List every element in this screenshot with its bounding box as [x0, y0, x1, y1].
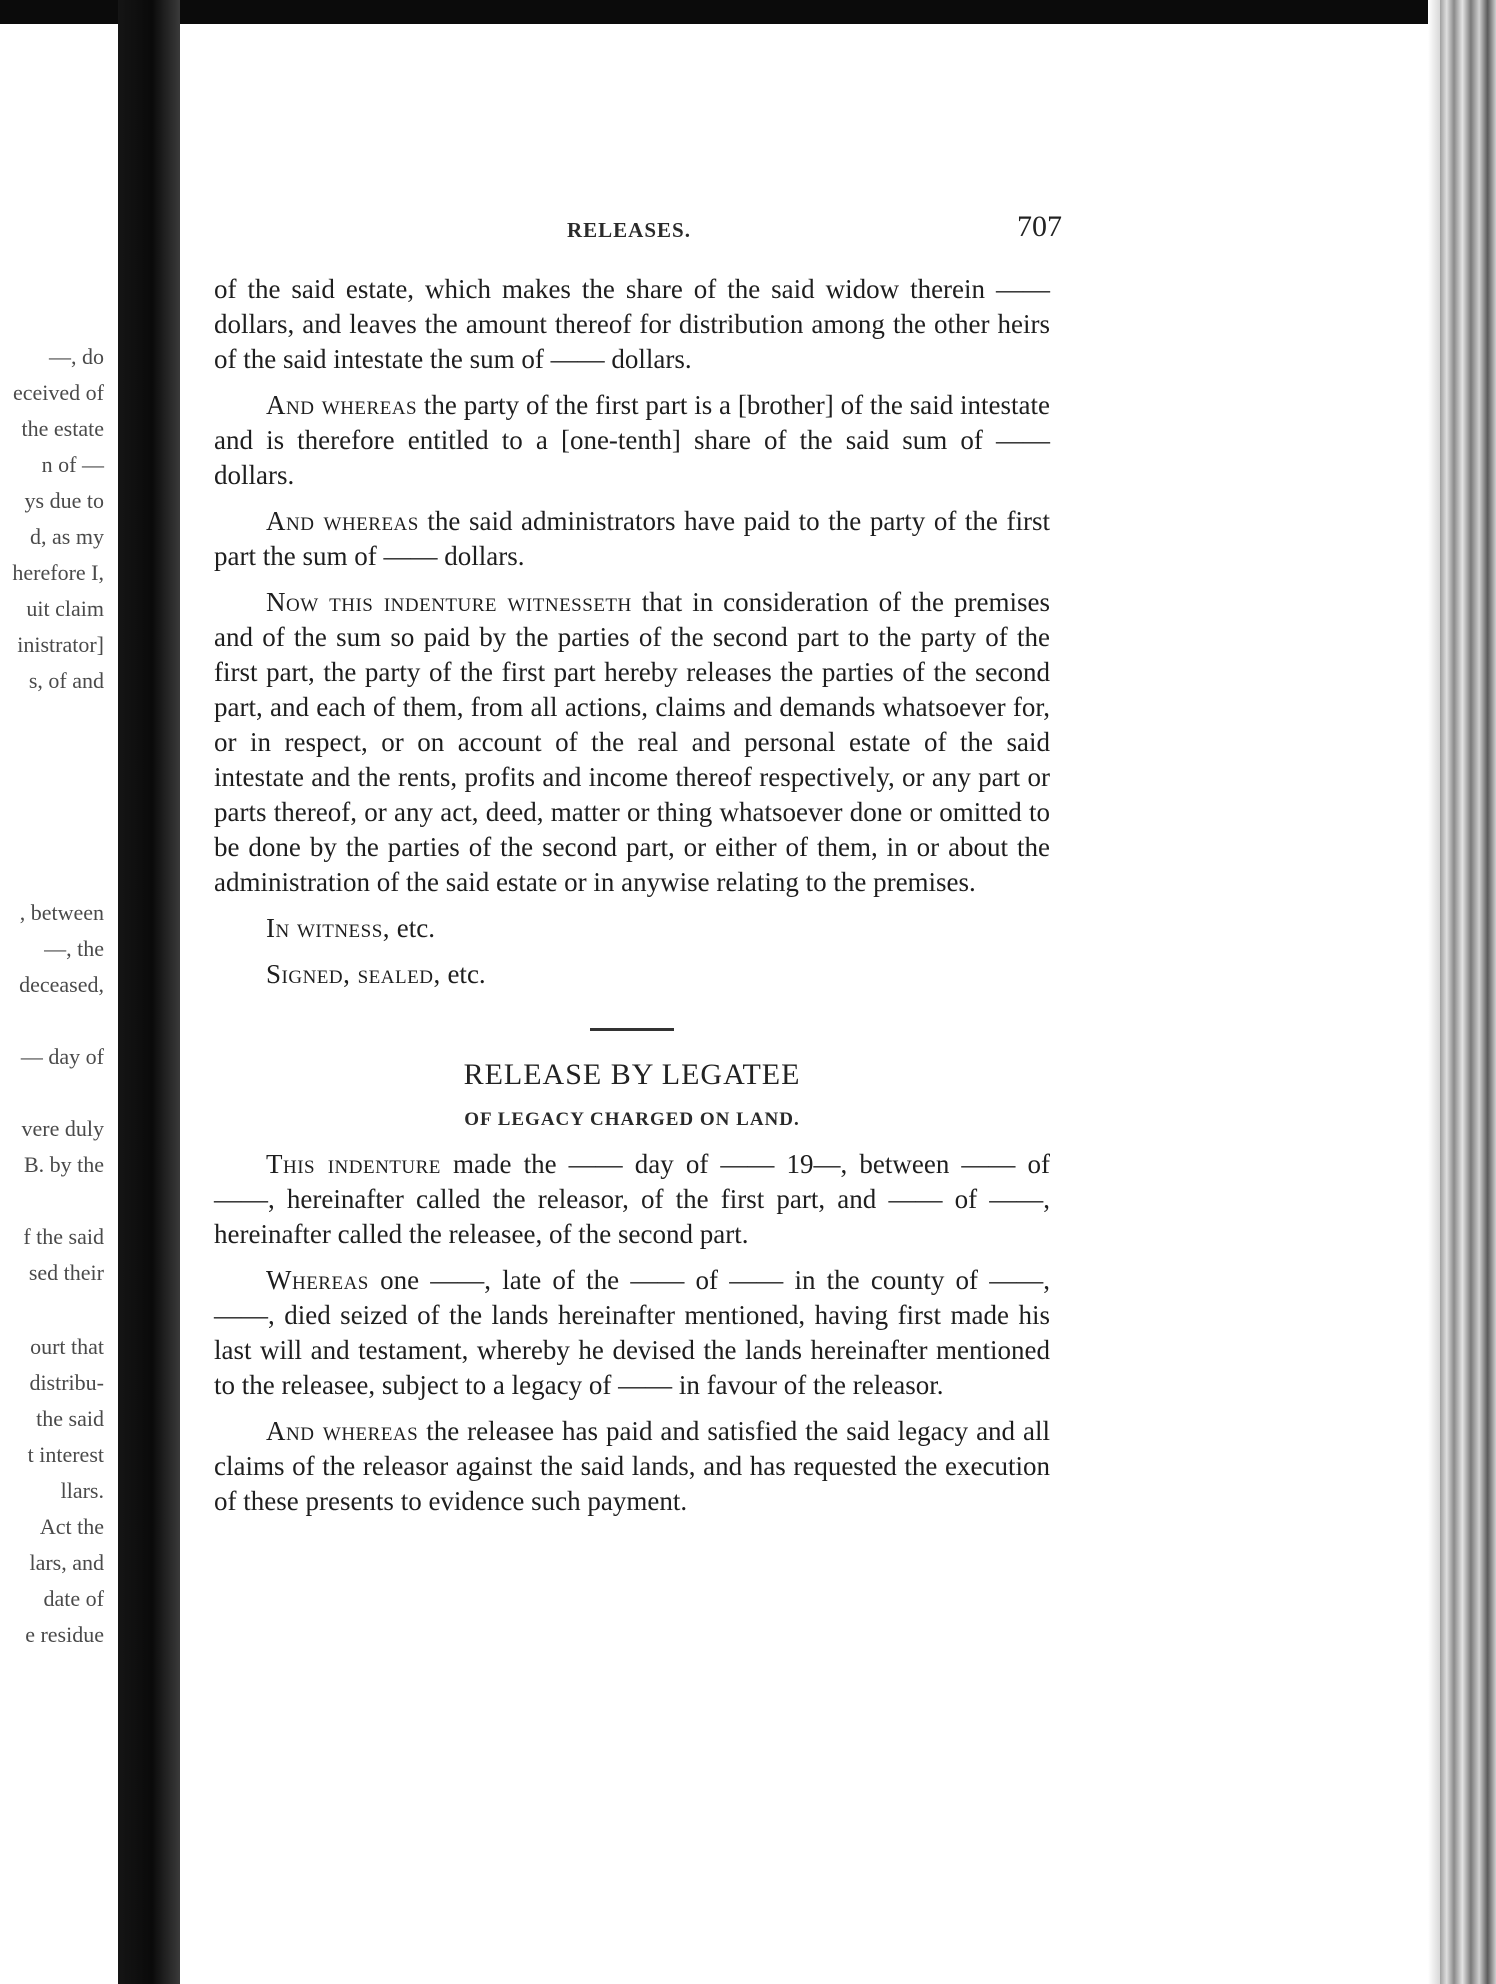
left-page-line: inistrator]: [17, 632, 104, 657]
paragraph-group-main: [214, 272, 1050, 992]
paragraph-lead: Now this indenture witnesseth: [266, 587, 632, 617]
left-page-line: eceived of: [13, 380, 104, 405]
section-divider: [590, 1028, 674, 1031]
left-page-line: the said: [36, 1406, 104, 1431]
paragraph-text: the said administrators have paid to the party of the first part the sum of —— dollars.: [214, 506, 1050, 571]
left-page-line: d, as my: [30, 524, 104, 549]
paragraph-lead: And whereas: [266, 390, 418, 420]
paragraph: [214, 911, 1050, 946]
paragraph-lead: Whereas: [266, 1265, 369, 1295]
left-page-line: lars, and: [29, 1550, 104, 1575]
left-page-line: uit claim: [26, 596, 104, 621]
paragraph-lead: This indenture: [266, 1149, 441, 1179]
left-page-line: n of —: [41, 452, 104, 477]
paragraph: [214, 504, 1050, 574]
left-page-line: vere duly: [21, 1116, 104, 1141]
paragraph-text: of the said estate, which makes the share of the said widow therein —— dollars, and leaves the amount thereof for distribution among the other heirs of the said intestate the sum of —— dollars.: [214, 274, 1050, 374]
page-edge-shadow: [1428, 0, 1440, 1984]
paragraph-text: the releasee has paid and satisfied the said legacy and all claims of the releasor against the said lands, and has requested the execution of these presents to evidence such payment.: [214, 1416, 1050, 1516]
page-header: [212, 210, 1062, 254]
left-page-line: Act the: [39, 1514, 104, 1539]
paragraph-lead: And whereas: [266, 506, 419, 536]
left-page-line: B. by the: [23, 1152, 104, 1177]
left-page-fragment: [0, 24, 120, 1984]
left-page-line: sed their: [28, 1260, 104, 1285]
paragraph-lead: And whereas: [266, 1416, 419, 1446]
section-title: RELEASE BY LEGATEE: [463, 1058, 801, 1091]
paragraph-text: etc.: [440, 959, 486, 989]
paragraph: [214, 388, 1050, 493]
left-page-line: date of: [43, 1586, 104, 1611]
left-page-line: —, do: [49, 344, 104, 369]
left-page-line: e residue: [25, 1622, 104, 1647]
scan-top-border: [0, 0, 1496, 24]
left-page-line: deceased,: [19, 972, 104, 997]
left-page-line: ourt that: [30, 1334, 104, 1359]
left-page-line: —, the: [44, 936, 104, 961]
left-page-line: llars.: [60, 1478, 104, 1503]
paragraph-text: the party of the first part is a [brother] of the said intestate and is therefore entitled to a [one-tenth] share of the said sum of —— dollars.: [214, 390, 1050, 490]
paragraph: [214, 1414, 1050, 1519]
left-page-line: f the said: [23, 1224, 104, 1249]
left-page-line: distribu-: [29, 1370, 104, 1395]
left-page-line: the estate: [21, 416, 104, 441]
left-page-line: herefore I,: [12, 560, 104, 585]
paragraph: [214, 585, 1050, 900]
left-page-line: t interest: [27, 1442, 104, 1467]
paragraph: [214, 272, 1050, 377]
left-page-line: — day of: [20, 1044, 104, 1069]
running-head: RELEASES.: [567, 218, 691, 242]
paragraph-text: etc.: [390, 913, 436, 943]
paragraph: [214, 1263, 1050, 1403]
paragraph-text: made the —— day of —— 19—, between —— of ——, hereinafter called the releasor, of the first part, and —— of ——, hereinafter called the releasee, of the second part.: [214, 1149, 1051, 1249]
left-page-line: ys due to: [24, 488, 104, 513]
page-number: 707: [1017, 210, 1062, 243]
section-subtitle: OF LEGACY CHARGED ON LAND.: [464, 1109, 800, 1130]
paragraph-lead: In witness,: [266, 913, 391, 943]
page-body: [214, 272, 1050, 1530]
paragraph-lead: Signed, sealed,: [266, 959, 441, 989]
paragraph-group-section: [214, 1147, 1050, 1519]
paragraph: [214, 957, 1050, 992]
paragraph-text: one ——, late of the —— of —— in the county of ——, ——, died seized of the lands hereinafter mentioned, having first made his last will and testament, whereby he devised the lands hereinafter mentioned to the releasee, subject to a legacy of —— in favour of the releasor.: [214, 1265, 1050, 1400]
paragraph: [214, 1147, 1050, 1252]
left-page-line: s, of and: [28, 668, 104, 693]
left-page-line: , between: [19, 900, 104, 925]
book-page-edges: [1440, 0, 1496, 1984]
book-gutter: [118, 0, 180, 1984]
paragraph-text: that in consideration of the premises and of the sum so paid by the parties of the second part to the party of the first part, the party of the first part hereby releases the parties of the second part, and each of them, from all actions, claims and demands whatsoever for, or in respect, or on account of the real and personal estate of the said intestate and the rents, profits and income thereof respectively, or any part or parts thereof, or any act, deed, matter or thing whatsoever done or omitted to be done by the parties of the second part, or either of them, in or about the administration of the said estate or in anywise relating to the premises.: [214, 587, 1050, 897]
